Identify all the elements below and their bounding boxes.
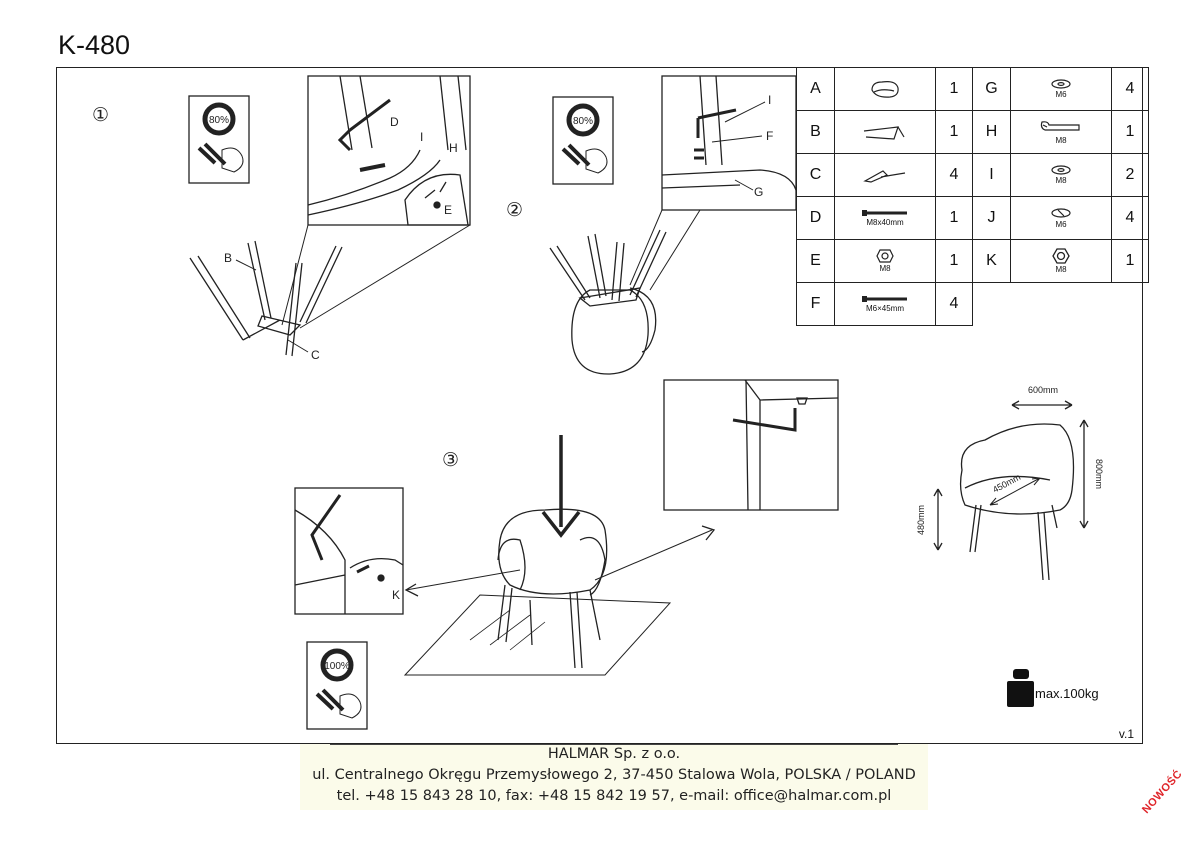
part-letter: K xyxy=(973,240,1011,283)
dim-width: 600mm xyxy=(1027,385,1059,395)
part-icon-cell xyxy=(835,197,936,240)
weight-icon xyxy=(1007,669,1034,707)
part-size: M8 xyxy=(1055,136,1067,145)
spring-washer-icon xyxy=(1011,207,1111,219)
callout-C: C xyxy=(311,348,320,362)
callout-B: B xyxy=(224,251,233,265)
seat-icon xyxy=(835,78,935,100)
step-1-detail-inset xyxy=(308,76,470,225)
step-3-detail-left xyxy=(295,488,403,614)
callout-H: H xyxy=(449,141,458,155)
tighten-label: 80% xyxy=(208,115,230,126)
tighten-100-icon xyxy=(307,642,367,729)
wrench-icon xyxy=(1011,119,1111,135)
version-label: v.1 xyxy=(1118,727,1134,741)
part-qty: 1 xyxy=(1112,111,1149,154)
part-size: M8x40mm xyxy=(866,218,904,227)
callout-E: E xyxy=(444,203,453,217)
part-qty: 4 xyxy=(936,154,973,197)
dimension-drawing xyxy=(916,385,1104,580)
step-3-number: ③ xyxy=(442,449,460,471)
part-icon-cell xyxy=(1011,154,1112,197)
step-2-detail-inset xyxy=(662,76,796,210)
parts-row xyxy=(797,111,1149,154)
dim-seat-height: 480mm xyxy=(916,504,926,536)
company-address: ul. Centralnego Okręgu Przemysłowego 2, 37-450 Stalowa Wola, POLSKA / POLAND xyxy=(312,767,916,783)
tighten-label: 100% xyxy=(324,661,350,672)
tighten-80-icon xyxy=(189,96,249,183)
parts-row xyxy=(797,240,1149,283)
part-size: M6 xyxy=(1055,220,1067,229)
part-icon-cell xyxy=(1011,111,1112,154)
step-3-detail-top xyxy=(664,380,838,510)
part-size: M6 xyxy=(1055,90,1067,99)
new-badge: NOWOŚĆ xyxy=(1140,768,1185,817)
max-load-label: max.100kg xyxy=(1035,686,1099,701)
washer-icon xyxy=(1011,165,1111,175)
step-1-number: ① xyxy=(92,104,110,126)
part-qty: 1 xyxy=(1112,240,1149,283)
part-qty: 4 xyxy=(1112,68,1149,111)
callout-F: F xyxy=(766,129,774,143)
part-qty: 4 xyxy=(1112,197,1149,240)
part-letter: J xyxy=(973,197,1011,240)
part-qty: 4 xyxy=(936,283,973,326)
part-icon-cell xyxy=(835,68,936,111)
step-2-number: ② xyxy=(506,199,524,221)
document-title: K-480 xyxy=(58,30,131,60)
part-letter: I xyxy=(973,154,1011,197)
callout-I: I xyxy=(768,93,772,107)
tighten-label: 80% xyxy=(572,116,594,127)
dim-height: 800mm xyxy=(1094,458,1104,490)
step-2-seat-assembly xyxy=(550,230,666,374)
step-1-frame-assembly xyxy=(190,241,342,362)
parts-row xyxy=(797,154,1149,197)
part-qty: 1 xyxy=(936,240,973,283)
part-size: M8 xyxy=(1055,265,1067,274)
callout-D: D xyxy=(390,115,399,129)
part-icon-cell xyxy=(835,154,936,197)
part-icon-cell xyxy=(835,111,936,154)
part-icon-cell xyxy=(1011,240,1112,283)
tighten-80-icon xyxy=(553,97,613,184)
washer-icon xyxy=(1011,79,1111,89)
part-letter: F xyxy=(797,283,835,326)
part-letter: H xyxy=(973,111,1011,154)
callout-G: G xyxy=(754,185,764,199)
leg-icon xyxy=(835,167,935,183)
part-size: M8 xyxy=(1055,176,1067,185)
part-qty: 1 xyxy=(936,111,973,154)
parts-row xyxy=(797,68,1149,111)
part-letter: D xyxy=(797,197,835,240)
parts-row xyxy=(797,283,1149,326)
part-qty: 1 xyxy=(936,197,973,240)
part-size: M6×45mm xyxy=(865,304,904,313)
bolt-icon xyxy=(835,295,935,303)
step-3-chair xyxy=(405,435,670,675)
callout-I: I xyxy=(420,130,424,144)
nut-icon xyxy=(835,249,935,263)
callout-K: K xyxy=(392,588,401,602)
part-letter: B xyxy=(797,111,835,154)
company-footer xyxy=(300,744,928,810)
parts-row xyxy=(797,197,1149,240)
dim-depth: 450mm xyxy=(990,471,1023,495)
part-qty: 1 xyxy=(936,68,973,111)
part-icon-cell xyxy=(1011,197,1112,240)
part-size: M8 xyxy=(879,264,891,273)
part-letter: C xyxy=(797,154,835,197)
hex-nut-icon xyxy=(1011,248,1111,264)
part-letter: A xyxy=(797,68,835,111)
part-letter: E xyxy=(797,240,835,283)
frame-icon xyxy=(835,123,935,141)
part-qty: 2 xyxy=(1112,154,1149,197)
part-icon-cell xyxy=(1011,68,1112,111)
bolt-icon xyxy=(835,209,935,217)
part-icon-cell xyxy=(835,240,936,283)
parts-table xyxy=(796,67,1149,326)
part-icon-cell xyxy=(835,283,936,326)
part-letter: G xyxy=(973,68,1011,111)
company-name: HALMAR Sp. z o.o. xyxy=(547,746,681,762)
company-contact: tel. +48 15 843 28 10, fax: +48 15 842 19 57, e-mail: office@halmar.com.pl xyxy=(336,788,892,804)
